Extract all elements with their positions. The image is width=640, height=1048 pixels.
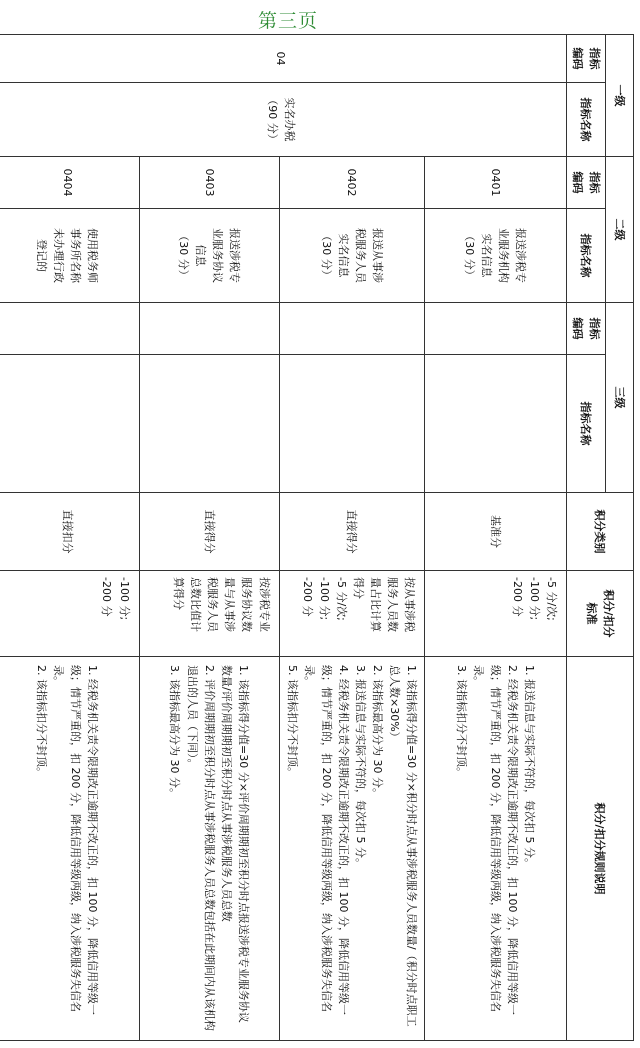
level2-code: 0403 (139, 157, 279, 209)
level1-code: 04 (0, 35, 566, 83)
level3-name (424, 355, 566, 493)
rule-item: 1. 报送信息与实际不符的，每次扣 5 分。 (523, 665, 537, 869)
score-category: 直接得分 (139, 493, 279, 571)
score-rules (0, 657, 139, 1041)
score-rules (424, 657, 566, 1041)
score-rules (279, 657, 424, 1041)
header-score-standard: 积分/扣分 标准 (566, 571, 633, 657)
indicator-table (0, 34, 634, 1041)
level2-code: 0404 (0, 157, 139, 209)
rule-item: 4. 经税务机关责令限期改正逾期不改正的，扣 100 分，降低信用等级一级；情节严重的，扣 200 分，降低信用等级两级，纳入涉税服务失信名录。 (302, 665, 350, 1015)
header-level2: 二级 (606, 157, 634, 303)
rule-item: 1. 经税务机关责令限期改正逾期不改正的，扣 100 分，降低信用等级一级；情节严重的，扣 200 分，降低信用等级两级，纳入涉税服务失信名录。 (52, 665, 100, 1015)
level3-name (0, 355, 139, 493)
score-standard: 按从事涉税 服务人员数 量占比计算 得分 -5 分/次; -100 分; -200 分 (279, 571, 424, 657)
header-l2-code: 指标 编码 (566, 157, 605, 209)
level2-code: 0401 (424, 157, 566, 209)
rule-item: 1. 该指标得分值=30 分×评价周期期初至积分时点报送涉税专业服务协议数量/评价周期期初至积分时点从事涉税服务人员总数 (219, 665, 250, 1023)
rule-item: 2. 该指标最高分为 30 分。 (370, 665, 384, 799)
table-row (139, 35, 279, 1041)
score-rules (139, 657, 279, 1041)
rule-item: 3. 该指标扣分不封顶。 (454, 665, 468, 778)
header-l2-name: 指标名称 (566, 209, 605, 303)
level3-code (279, 303, 424, 355)
rotated-document (6, 34, 634, 1040)
page-label: 第三页 (257, 10, 318, 32)
header-l1-name: 指标名称 (566, 83, 605, 157)
score-standard: 按涉税专业 服务协议数 量与从事涉 税服务人员 总数比值计 算得分 (139, 571, 279, 657)
rule-item: 3. 该指标最高分为 30 分。 (168, 665, 182, 799)
level3-name (139, 355, 279, 493)
rule-item: 2. 评价周期期初至积分时点从事涉税服务人员总数包括在此期间内从该机构退出的人员（下同）。 (185, 665, 216, 1031)
score-standard: -100 分; -200 分 (0, 571, 139, 657)
level2-name: 报送涉税专 业服务协议 信息 （30 分） (139, 209, 279, 303)
rule-item: 1. 该指标得分值=30 分×积分时点从事涉税服务人员数量/（积分时点职工总人数×30%） (387, 665, 418, 1027)
level3-name (279, 355, 424, 493)
level3-code (0, 303, 139, 355)
header-l1-code: 指标 编码 (566, 35, 605, 83)
level3-code (139, 303, 279, 355)
header-level3: 三级 (606, 303, 634, 493)
table-row (0, 35, 139, 1041)
score-category: 直接扣分 (0, 493, 139, 571)
score-standard: -5 分/次; -100 分; -200 分 (424, 571, 566, 657)
rule-item: 3. 报送信息与实际不符的，每次扣 5 分。 (353, 665, 367, 869)
level3-code (424, 303, 566, 355)
rule-item: 5. 该指标扣分不封顶。 (285, 665, 299, 778)
rule-item: 2. 该指标扣分不封顶。 (34, 665, 48, 778)
header-score-rules: 积分/扣分规则说明 (566, 657, 633, 1041)
score-category: 直接得分 (279, 493, 424, 571)
header-score-category: 积分类别 (566, 493, 633, 571)
level2-name: 使用税务师 事务所名称 未办理行政 登记的 (0, 209, 139, 303)
header-l3-code: 指标 编码 (566, 303, 605, 355)
level2-code: 0402 (279, 157, 424, 209)
score-category: 基准分 (424, 493, 566, 571)
table-row (424, 35, 566, 1041)
table-row (279, 35, 424, 1041)
level2-name: 报送从事涉 税服务人员 实名信息 （30 分） (279, 209, 424, 303)
header-l3-name: 指标名称 (566, 355, 605, 493)
level2-name: 报送涉税专 业服务机构 实名信息 （30 分） (424, 209, 566, 303)
rule-item: 2. 经税务机关责令限期改正逾期不改正的，扣 100 分，降低信用等级一级；情节严重的，扣 200 分，降低信用等级两级，纳入涉税服务失信名录。 (471, 665, 519, 1015)
level1-name: 实名办税 （90 分） (0, 83, 566, 157)
header-level1: 一级 (606, 35, 634, 157)
